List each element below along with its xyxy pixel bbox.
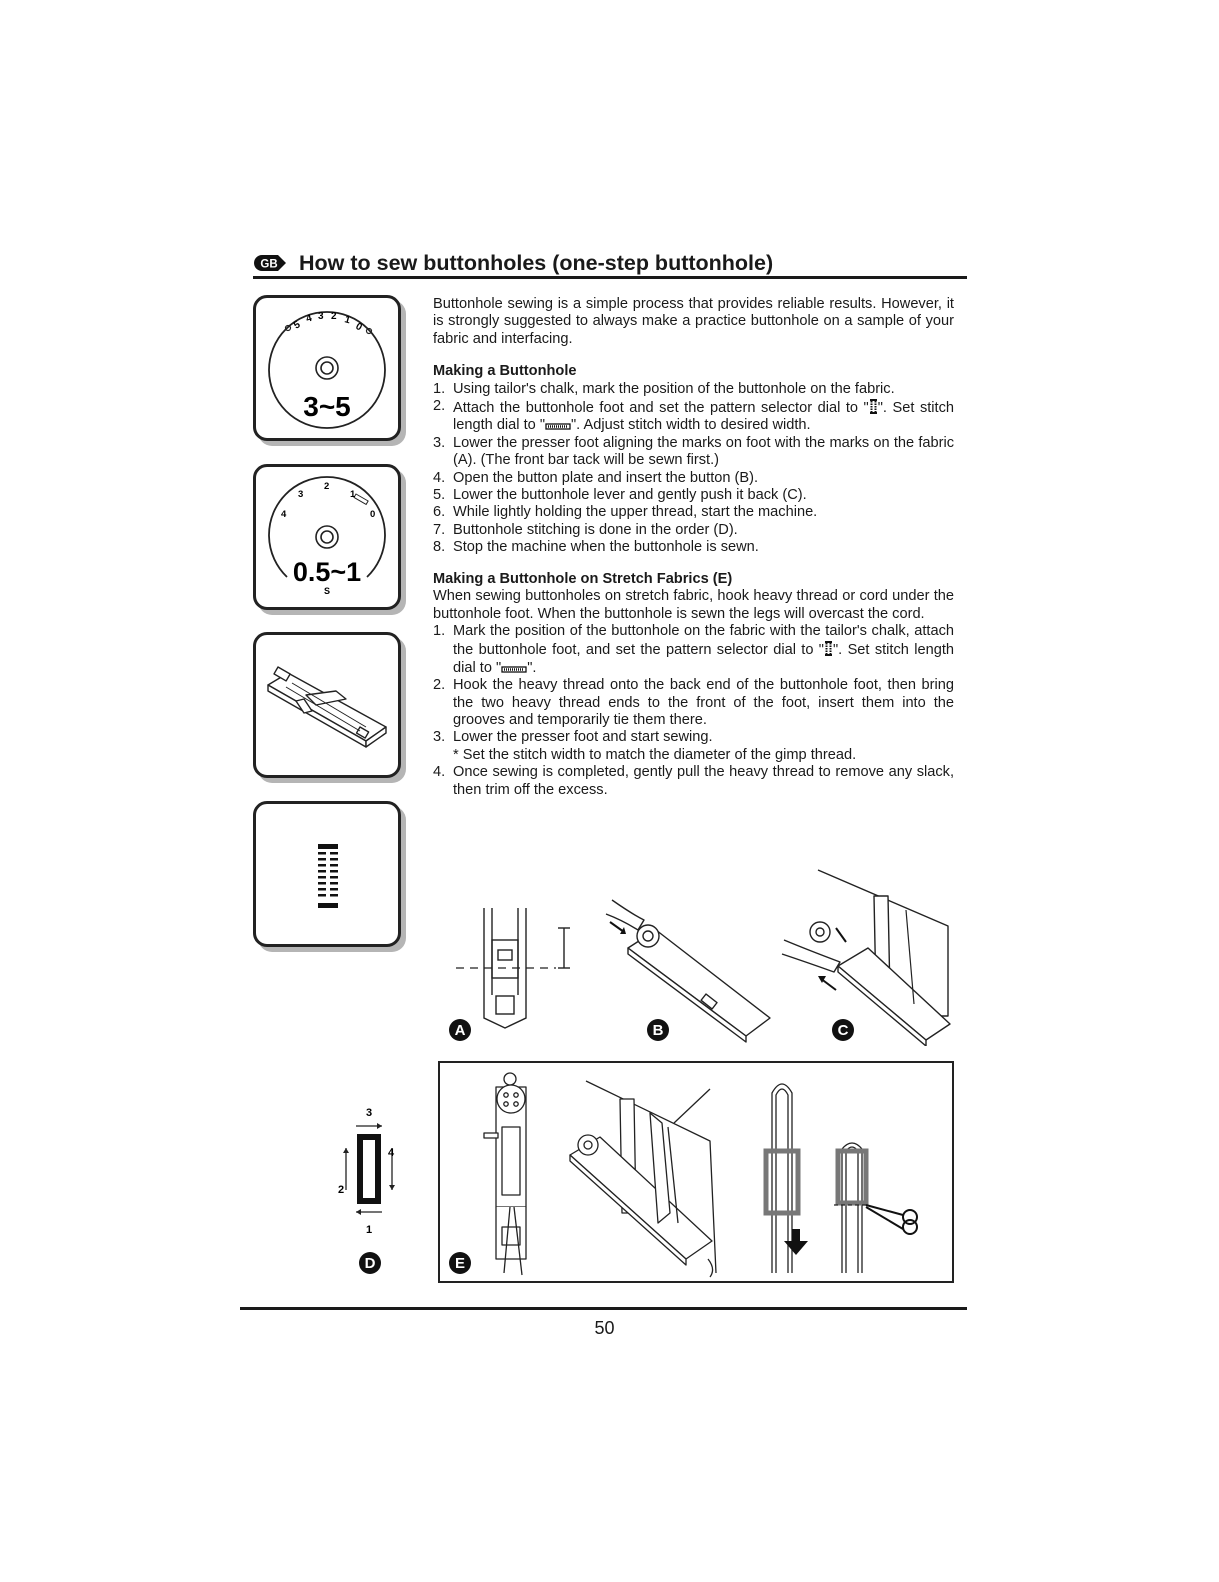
- svg-text:C: C: [837, 1022, 849, 1039]
- figure-label-c: [831, 1018, 855, 1042]
- order-number-1: 1: [365, 1224, 373, 1236]
- list-item: 3. Lower the presser foot and start sewing.: [433, 729, 713, 746]
- stitch-length-value: 0.5~1: [292, 557, 362, 587]
- stitch-width-note: * Set the stitch width to match the diameter of the gimp thread.: [453, 746, 857, 763]
- pattern-dial-icon: [256, 298, 398, 438]
- buttonhole-foot-panel: [253, 632, 401, 778]
- length-mark-1: 1: [350, 489, 356, 500]
- list-item: 1. Mark the position of the buttonhole on the fabric with the tailor's chalk, attach the buttonhole foot, and set the pattern selector dial to " ". Set stitch length dial to " ".: [433, 622, 954, 676]
- pattern-dial-value: 3~5: [303, 391, 351, 422]
- stitch-length-dial-panel: [253, 464, 401, 610]
- figure-b-insert-button: [598, 890, 778, 1045]
- list-item: 6. While lightly holding the upper thread, start the machine.: [433, 504, 818, 521]
- intro-paragraph: Buttonhole sewing is a simple process that provides reliable results. However, it is strongly suggested to always make a practice buttonhole on a sample of your fabric and interfacing.: [433, 296, 954, 347]
- list-item: 1. Using tailor's chalk, mark the position of the buttonhole on the fabric.: [433, 380, 895, 397]
- list-item: 2. Hook the heavy thread onto the back end of the buttonhole foot, then bring the two heavy thread ends to the front of the foot, insert them into the grooves and temporarily tie them there.: [433, 677, 954, 728]
- svg-text:B: B: [652, 1022, 664, 1039]
- dial-mark-2: 2: [331, 311, 337, 322]
- list-item: 5. Lower the buttonhole lever and gently push it back (C).: [433, 487, 807, 504]
- instructions-text: [433, 296, 954, 799]
- footer-divider: [240, 1307, 967, 1310]
- stitch-length-dial-icon: [256, 467, 398, 607]
- figure-label-d: [358, 1251, 382, 1275]
- figure-label-a: [448, 1018, 472, 1042]
- order-number-2: 2: [338, 1184, 345, 1196]
- dial-mark-5: 5: [292, 319, 303, 332]
- length-mark-2: 2: [324, 481, 330, 492]
- buttonhole-length-symbol-icon: [545, 422, 571, 432]
- figure-label-b: [646, 1018, 670, 1042]
- list-item: 8. Stop the machine when the buttonhole is sewn.: [433, 539, 759, 556]
- length-mark-3: 3: [298, 489, 304, 500]
- gb-language-badge: [253, 254, 287, 272]
- stretch-intro-paragraph: When sewing buttonholes on stretch fabric, hook heavy thread or cord under the buttonhole foot. When the buttonhole is sewn the legs will overcast the cord.: [433, 588, 954, 622]
- page-number: 50: [594, 1318, 615, 1338]
- dial-mark-4: 4: [304, 312, 314, 325]
- svg-text:A: A: [454, 1022, 466, 1039]
- list-item: 3. Lower the presser foot aligning the marks on foot with the marks on the fabric (A). (The front bar tack will be sewn first.): [433, 434, 954, 469]
- dial-mark-0: 0: [353, 321, 364, 334]
- buttonhole-stitch-panel: [253, 801, 401, 947]
- order-number-3: 3: [365, 1107, 373, 1119]
- buttonhole-pattern-symbol-icon: [869, 398, 878, 415]
- dial-mark-1: 1: [343, 314, 352, 327]
- buttonhole-pattern-symbol-icon: [824, 640, 833, 657]
- list-item: 7. Buttonhole stitching is done in the order (D).: [433, 521, 738, 538]
- buttonhole-length-symbol-icon: [501, 665, 527, 675]
- list-item: 4. Open the button plate and insert the button (B).: [433, 469, 759, 486]
- making-buttonhole-steps: [433, 381, 954, 557]
- svg-text:D: D: [364, 1255, 376, 1272]
- header-divider: [253, 276, 967, 279]
- buttonhole-foot-icon: [256, 635, 398, 775]
- pattern-selector-dial-panel: [253, 295, 401, 441]
- list-item: 2. Attach the buttonhole foot and set the pattern selector dial to " ". Set stitch length dial to " ". Adjust stitch width to desired width.: [433, 398, 954, 434]
- length-mark-0: 0: [370, 509, 376, 520]
- figure-e-illustrations: [440, 1063, 952, 1281]
- svg-text:E: E: [454, 1255, 466, 1272]
- gb-badge-text: GB: [260, 258, 278, 271]
- dial-mark-3: 3: [318, 311, 324, 322]
- list-item: 4. Once sewing is completed, gently pull the heavy thread to remove any slack, then trim off the excess.: [433, 764, 954, 798]
- buttonhole-stitch-icon: [256, 804, 398, 944]
- order-number-4: 4: [388, 1147, 395, 1159]
- figure-d-sewing-order: [334, 1100, 404, 1240]
- stretch-fabrics-heading: Making a Buttonhole on Stretch Fabrics (E): [433, 570, 733, 587]
- figure-c-lower-lever: [778, 866, 956, 1046]
- length-mark-4: 4: [281, 509, 287, 520]
- figure-label-e: [448, 1251, 472, 1275]
- making-buttonhole-heading: Making a Buttonhole: [433, 363, 577, 380]
- stretch-fabric-steps: [433, 623, 954, 799]
- page-title: How to sew buttonholes (one-step buttonhole): [299, 251, 774, 275]
- stitch-length-sublabel: S: [323, 586, 331, 596]
